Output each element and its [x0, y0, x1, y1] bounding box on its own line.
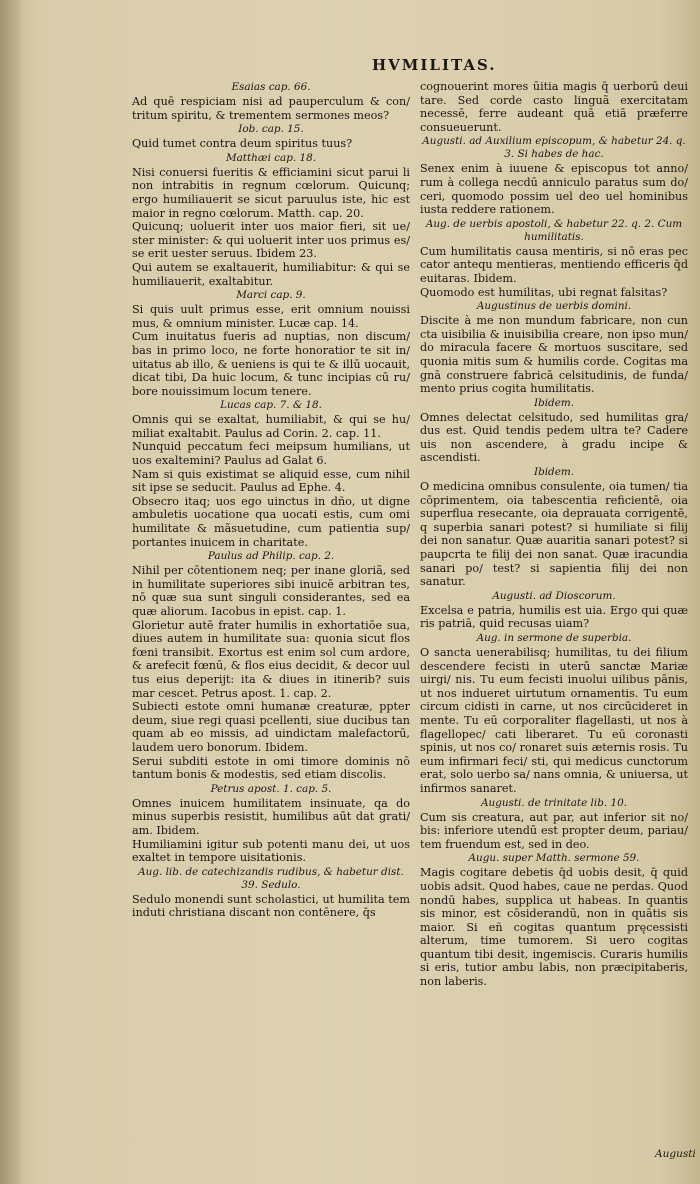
page-gutter-shadow — [0, 0, 24, 1184]
text-paragraph: Glorietur autē frater humilis in exhortatiōe sua, diues autem in humilitate sua: quonia sicut flos fœni transibit. Exortus est enim sol cum ardore, & arefecit fœnū, & flos eius decidit, & decor uul tus eius deperijt: ita & diues in itinerib? suis mar cescet. Petrus apost. 1. cap. 2. — [132, 618, 410, 700]
citation-reference: Esaias cap. 66. — [231, 81, 311, 93]
text-paragraph: Nisi conuersi fueritis & efficiamini sicut parui li non intrabitis in regnum cœlorum. Quicunq; ergo humiliauerit se sicut paruulus iste, hic est maior in regno cœlorum. Matth. cap. 20. — [132, 165, 410, 220]
citation-reference: Paulus ad Philip. cap. 2. — [207, 550, 335, 563]
citation-reference: Ibidem. — [533, 466, 575, 479]
text-paragraph: Si quis uult primus esse, erit omnium nouissi mus, & omnium minister. Lucæ cap. 14. — [132, 303, 410, 330]
text-paragraph: Obsecro itaq; uos ego uinctus in dño, ut digne ambuletis uocatione qua uocati estis, cum omi humilitate & mãsuetudine, cum patientia sup/ portantes inuicem in charitate. — [132, 494, 410, 549]
text-paragraph: cognouerint mores ūitia magis q̄ uerborū deui tare. Sed corde casto linguã exercitatam necessē, ferre audeant quā etiā præferre consueuerunt. — [420, 80, 688, 134]
text-paragraph: Cum humilitatis causa mentiris, si nō eras pec cator antequ mentieras, mentiendo efficeris q̄d euitaras. Ibidem. — [420, 244, 688, 285]
citation-reference: Aug. de uerbis apostoli, & habetur 22. q. 2. Cum humilitatis. — [425, 217, 683, 243]
text-paragraph: Quicunq; uoluerit inter uos maior fieri, sit ue/ ster minister: & qui uoluerit inter uos primus es/ se erit uester seruus. Ibidem 23. — [132, 220, 410, 261]
text-paragraph: Quomodo est humilitas, ubi regnat falsitas? — [420, 285, 668, 299]
running-header: HVMILITAS. — [372, 56, 497, 74]
text-paragraph: O sancta uenerabilisq; humilitas, tu dei filium descendere fecisti in uterū sanctæ Mariæ uirgi/ nis. Tu eum fecisti inuolui uilibus pānis, ut nos indueret uirtutum ornamentis. Tu eum circum cidisti in carne, ut nos circūcideret in mente. Tu eū corporaliter flagellasti, ut nos à flagellopec/ cati liberaret. Tu eū coronasti spinis, ut nos co/ ronaret suis æternis rosis. Tu eum infirmari feci/ sti, qui medicus cunctorum erat, solo uerbo sa/ nans omnia, & uniuersa, ut infirmos sanaret. — [420, 646, 688, 795]
text-paragraph: O medicina omnibus consulente, oia tumen/ tia cōprimentem, oia tabescentia reficientē, oia superflua resecante, oia deprauata corrigentē, q superbia sanari potest? si humiliate si filij dei non sanatur. Quæ auaritia sanari potest? si paupcrta te filij dei non sanat. Quæ iracundia sanari po/ test? si sapientia filij dei non sanatur. — [420, 480, 688, 589]
text-paragraph: Subiecti estote omni humanæ creaturæ, ppter deum, siue regi quasi pcellenti, siue ducibus tan quam ab eo missis, ad uindictam malefactorū, laudem uero bonorum. Ibidem. — [132, 700, 410, 754]
text-paragraph: Discite à me non mundum fabricare, non cun cta uisibilia & inuisibilia creare, non ipso mun/ do miracula facere & mortuos suscitare, sed quonia mitis sum & humilis corde. Cogitas ma gnā construere fabricā celsitudinis, de funda/ mento prius cogita humilitatis. — [420, 314, 688, 396]
text-paragraph: Qui autem se exaltauerit, humiliabitur: & qui se humiliauerit, exaltabitur. — [132, 260, 410, 288]
citation-reference: Augu. super Matth. sermone 59. — [468, 852, 640, 865]
text-paragraph: Nunquid peccatum feci meipsum humilians, ut uos exaltemini? Paulus ad Galat 6. — [132, 440, 410, 468]
text-paragraph: Magis cogitare debetis q̄d uobis desit, q̄ quid uobis adsit. Quod habes, caue ne perdas. Quod nondū habes, supplica ut habeas. In quantis sis minor, est cōsiderandū, non in quātis sis maior. Si eñ cogitas quantum pręcessisti alterum, time tumorem. Si uero cogitas quantum tibi desit, ingemiscis. Curaris humilis si eris, tutior ambu labis, non præcipitaberis, non laberis. — [420, 866, 688, 989]
citation-reference: Ibidem. — [533, 396, 575, 409]
citation-reference: Lucas cap. 7. & 18. — [220, 399, 322, 412]
text-paragraph: Ad quē respiciam nisi ad pauperculum & con/ tritum spiritu, & trementem sermones meos? — [132, 95, 410, 122]
text-paragraph: Quid tumet contra deum spiritus tuus? — [132, 137, 353, 151]
citation-reference: Iob. cap. 15. — [238, 123, 304, 136]
citation-reference: Matthæi cap. 18. — [225, 151, 317, 164]
text-paragraph: Humiliamini igitur sub potenti manu dei, ut uos exaltet in tempore uisitationis. — [132, 837, 410, 865]
left-column — [132, 80, 410, 920]
text-paragraph: Cum inuitatus fueris ad nuptias, non discum/ bas in primo loco, ne forte honoratior te sit in/ uitatus ab illo, & ueniens is qui te & illū uocauit, dicat tibi, Da huic locum, & tunc incipias cū ru/ bore nouissimum locum tenere. — [132, 330, 410, 398]
text-paragraph: Excelsa e patria, humilis est uia. Ergo qui quæ ris patriā, quid recusas uiam? — [420, 603, 688, 631]
text-paragraph: Cum sis creatura, aut par, aut inferior sit no/ bis: inferiore utendū est propter deum, pariau/ tem fruendum est, sed in deo. — [420, 810, 688, 851]
citation-reference: Augusti. ad Auxilium episcopum, & habetur 24. q. 3. Si habes de hac. — [422, 135, 686, 161]
citation-reference: Petrus apost. 1. cap. 5. — [210, 782, 332, 795]
citation-reference: Marci cap. 9. — [236, 289, 306, 302]
catchword: Augusti — [655, 1148, 696, 1160]
right-column — [420, 80, 688, 989]
text-paragraph: Nihil per cōtentionem neq; per inane gloriã, sed in humilitate superiores sibi inuicē arbitran tes, nō quæ sua sunt singuli considerantes, sed ea quæ aliorum. Iacobus in epist. cap. 1. — [132, 564, 410, 618]
citation-reference: Aug. lib. de catechizandis rudibus, & habetur dist. 39. Sedulo. — [138, 865, 404, 891]
citation-reference: Augustinus de uerbis domini. — [476, 300, 632, 313]
text-paragraph: Omnis qui se exaltat, humiliabit, & qui se hu/ miliat exaltabit. Paulus ad Corin. 2. cap. 11. — [132, 413, 410, 440]
text-paragraph: Senex enim à iuuene & episcopus tot anno/ rum à collega necdū anniculo paratus sum do/ ceri, quomodo possim uel deo uel hominibus iusta reddere rationem. — [420, 162, 688, 217]
text-paragraph: Nam si quis existimat se aliquid esse, cum nihil sit ipse se seducit. Paulus ad Ephe. 4. — [132, 467, 410, 495]
text-paragraph: Omnes delectat celsitudo, sed humilitas gra/ dus est. Quid tendis pedem ultra te? Cadere uis non ascendere, à gradu incipe & ascendisti. — [420, 410, 688, 465]
text-paragraph: Sedulo monendi sunt scholastici, ut humilita tem induti christiana discant non contēnere, q̄s — [132, 892, 410, 920]
citation-reference: Aug. in sermone de superbia. — [476, 632, 632, 644]
text-paragraph: Omnes inuicem humilitatem insinuate, qa do minus superbis resistit, humilibus aūt dat grati/ am. Ibidem. — [132, 796, 410, 837]
citation-reference: Augusti. de trinitate lib. 10. — [481, 796, 627, 809]
text-paragraph: Serui subditi estote in omi timore dominis nō tantum bonis & modestis, sed etiam discolis. — [132, 754, 410, 782]
citation-reference: Augusti. ad Dioscorum. — [492, 589, 616, 602]
